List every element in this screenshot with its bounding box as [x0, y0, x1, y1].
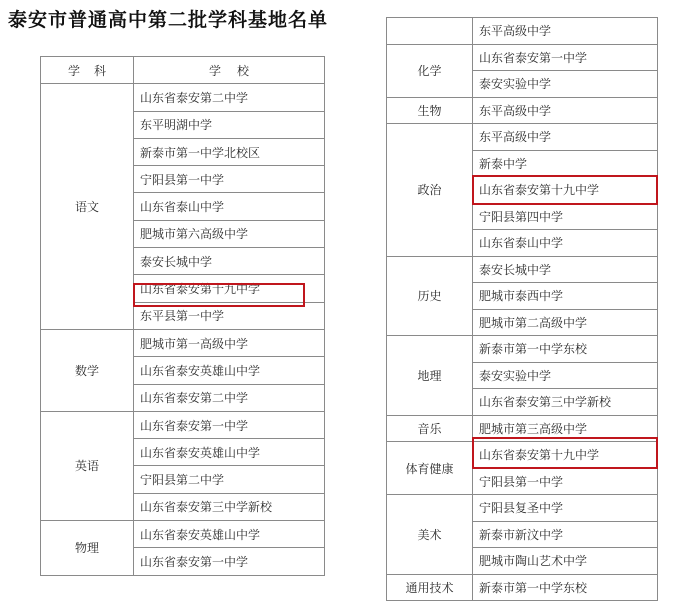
subject-cell: 通用技术	[387, 574, 473, 601]
school-cell: 宁阳县第一中学	[473, 468, 658, 495]
school-cell: 山东省泰山中学	[473, 230, 658, 257]
table-row	[41, 411, 325, 438]
school-cell: 山东省泰山中学	[134, 193, 325, 220]
subject-cell: 美术	[387, 495, 473, 575]
school-cell: 山东省泰安英雄山中学	[134, 357, 325, 384]
table-row	[387, 256, 658, 283]
school-cell: 泰安实验中学	[473, 362, 658, 389]
table-row	[387, 495, 658, 522]
school-cell: 宁阳县复圣中学	[473, 495, 658, 522]
school-cell: 山东省泰安第二中学	[134, 384, 325, 411]
school-cell: 宁阳县第二中学	[134, 466, 325, 493]
school-cell: 山东省泰安第十九中学	[473, 442, 658, 469]
school-column-header: 学校	[134, 57, 325, 84]
school-cell: 东平高级中学	[473, 18, 658, 45]
subject-cell: 化学	[387, 44, 473, 97]
school-cell: 新泰中学	[473, 150, 658, 177]
table-header-row	[41, 57, 325, 84]
school-cell: 东平明湖中学	[134, 111, 325, 138]
table-row	[387, 336, 658, 363]
table-row	[387, 97, 658, 124]
subject-column-header: 学科	[41, 57, 134, 84]
school-cell: 新泰市第一中学东校	[473, 574, 658, 601]
school-cell: 肥城市第二高级中学	[473, 309, 658, 336]
school-cell: 肥城市第三高级中学	[473, 415, 658, 442]
table-row	[41, 329, 325, 356]
school-cell: 泰安长城中学	[473, 256, 658, 283]
school-cell: 山东省泰安英雄山中学	[134, 521, 325, 548]
table-row	[41, 84, 325, 111]
school-cell: 山东省泰安第一中学	[134, 548, 325, 575]
subject-cell: 体育健康	[387, 442, 473, 495]
school-cell: 东平高级中学	[473, 124, 658, 151]
school-cell: 新泰市第一中学北校区	[134, 138, 325, 165]
school-cell: 肥城市第一高级中学	[134, 329, 325, 356]
school-cell: 山东省泰安第一中学	[473, 44, 658, 71]
table-row	[387, 18, 658, 45]
table-row	[387, 124, 658, 151]
page-title: 泰安市普通高中第二批学科基地名单	[8, 9, 329, 31]
subject-cell: 地理	[387, 336, 473, 416]
subject-cell: 物理	[41, 521, 134, 576]
subject-cell: 历史	[387, 256, 473, 336]
subject-cell: 政治	[387, 124, 473, 257]
school-cell: 山东省泰安第二中学	[134, 84, 325, 111]
school-cell: 宁阳县第一中学	[134, 166, 325, 193]
table-row	[387, 574, 658, 601]
school-cell: 肥城市陶山艺术中学	[473, 548, 658, 575]
subject-cell: 语文	[41, 84, 134, 330]
school-cell: 肥城市第六高级中学	[134, 220, 325, 247]
school-cell: 山东省泰安第三中学新校	[473, 389, 658, 416]
school-cell: 新泰市第一中学东校	[473, 336, 658, 363]
subject-cell: 生物	[387, 97, 473, 124]
school-cell: 东平县第一中学	[134, 302, 325, 329]
subject-cell: 音乐	[387, 415, 473, 442]
table-row	[387, 415, 658, 442]
subject-cell: 数学	[41, 329, 134, 411]
school-cell: 山东省泰安第三中学新校	[134, 493, 325, 520]
school-cell: 山东省泰安第一中学	[134, 411, 325, 438]
subject-base-table-left	[40, 56, 325, 576]
subject-cell	[387, 18, 473, 45]
school-cell: 新泰市新汶中学	[473, 521, 658, 548]
school-cell: 肥城市泰西中学	[473, 283, 658, 310]
school-cell: 山东省泰安第十九中学	[134, 275, 325, 302]
school-cell: 宁阳县第四中学	[473, 203, 658, 230]
school-cell: 泰安实验中学	[473, 71, 658, 98]
table-row	[41, 521, 325, 548]
table-row	[387, 442, 658, 469]
subject-base-table-right	[386, 17, 658, 601]
subject-cell: 英语	[41, 411, 134, 520]
school-cell: 山东省泰安英雄山中学	[134, 439, 325, 466]
table-row	[387, 44, 658, 71]
school-cell: 山东省泰安第十九中学	[473, 177, 658, 204]
school-cell: 泰安长城中学	[134, 248, 325, 275]
school-cell: 东平高级中学	[473, 97, 658, 124]
